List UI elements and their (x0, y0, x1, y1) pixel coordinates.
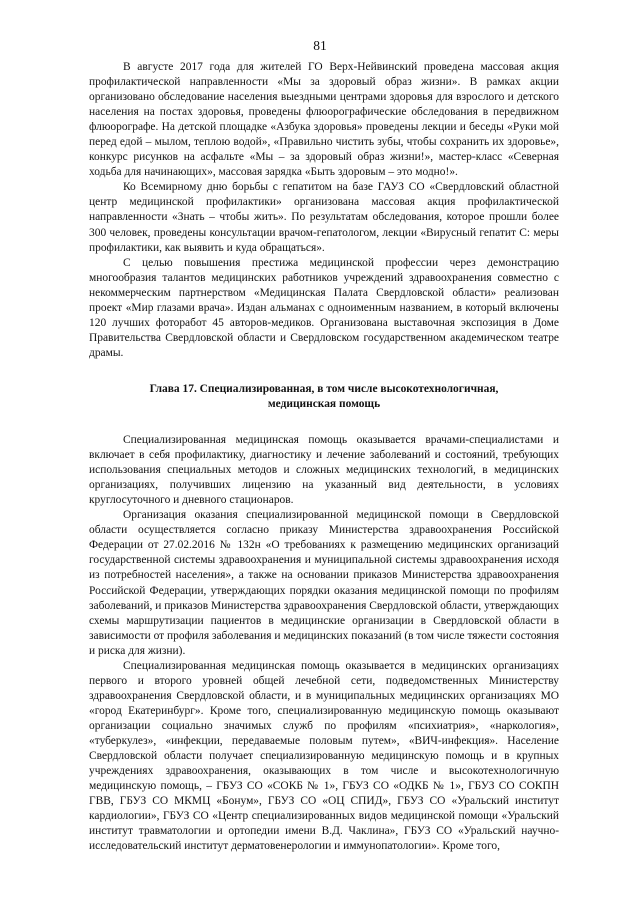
paragraph-verkh-neyvinsky-action: В августе 2017 года для жителей ГО Верх-Нейвинский проведена массовая акция профилактической направленности «Мы за здоровый образ жизни». В рамках акции организовано обследование населения выездными центрами здоровья для взрослого и детского населения на постах здоровья, проведены флюорографические обследования в передвижном флюорографе. На детской площадке «Азбука здоровья» проведены лекции и беседы «Руки мой перед едой – мылом, теплою водой», «Правильно чистить зубы, чтобы сохранить их здоровье», конкурс рисунков на асфальте «Мы – за здоровый образ жизни!», мастер-класс «Северная ходьба для начинающих», массовая зарядка «Быть здоровым – это модно!». (89, 61, 559, 179)
chapter-title-line-1: Глава 17. Специализированная, в том числе высокотехнологичная, (149, 382, 499, 395)
paragraph-care-providers: Специализированная медицинская помощь оказывается в медицинских организациях первого и второго уровней общей лечебной сети, подведомственных Министерству здравоохранения Свердловской области, и в муниципальных медицинских организациях МО «город Екатеринбург». Кроме того, специализированную медицинскую помощь оказывают организации социально значимых служб по профилям «психиатрия», «наркология», «туберкулез», «инфекции, передаваемые половым путем», «ВИЧ-инфекция». Население Свердловской области получает специализированную медицинскую помощь и в крупных учреждениях здравоохранения, оказывающих в том числе и высокотехнологичную медицинскую помощь, – ГБУЗ СО «СОКБ № 1», ГБУЗ СО «ОДКБ № 1», ГБУЗ СО СОКПН ГВВ, ГБУЗ СО МКМЦ «Бонум», ГБУЗ СО «ОЦ СПИД», ГБУЗ СО «Уральский институт кардиологии», ГБУЗ СО «Центр специализированных видов медицинской помощи «Уральский институт травматологии и ортопедии имени В.Д. Чаклина», ГБУЗ СО «Уральский научно-исследовательский институт дерматовенерологии и иммунопатологии». Кроме того, (89, 659, 559, 853)
document-body (89, 60, 559, 854)
paragraph-specialized-care-definition: Специализированная медицинская помощь оказывается врачами-специалистами и включает в себя профилактику, диагностику и лечение заболеваний и состояний, требующих использования специальных методов и сложных медицинских технологий, в медицинских организациях, получивших лицензию на указанный вид деятельности, в условиях круглосуточного и дневного стационаров. (89, 434, 559, 507)
paragraph-world-through-doctors-eyes: С целью повышения престижа медицинской профессии через демонстрацию многообразия талантов медицинских работников учреждений здравоохранения совместно с некоммерческим партнерством «Медицинская Палата Свердловской области» реализован проект «Мир глазами врача». Издан альманах с одноименным названием, в который включены 120 лучших фоторабот 45 авторов-медиков. Организована выставочная экспозиция в Доме Правительства Свердловской области и Свердловском государственном академическом театре драмы. (89, 256, 559, 359)
page-number: 81 (313, 38, 327, 53)
chapter-17-title (89, 382, 559, 412)
chapter-title-line-2: медицинская помощь (267, 397, 381, 410)
paragraph-organization-of-care: Организация оказания специализированной медицинской помощи в Свердловской области осуществляется согласно приказу Министерства здравоохранения Российской Федерации от 27.02.2016 № 132н «О требованиях к размещению медицинских организаций государственной системы здравоохранения и муниципальной системы здравоохранения исходя из потребностей населения», а также на основании приказов Министерства здравоохранения Российской Федерации, утверждающих порядки оказания медицинской помощи по профилям заболеваний, и приказов Министерства здравоохранения Свердловской области, утверждающих схемы маршрутизации пациентов в медицинские организации в Свердловской области в зависимости от профиля заболевания и медицинских показаний (в том числе тяжести состояния и риска для жизни). (89, 509, 559, 657)
paragraph-hepatitis-day: Ко Всемирному дню борьбы с гепатитом на базе ГАУЗ СО «Свердловский областной центр медицинской профилактики» организована массовая акция профилактической направленности «Знать – чтобы жить». По результатам обследования, которое прошли более 300 человек, проведены консультации врачом-гепатологом, лекции «Вирусный гепатит С: меры профилактики, как выявить и куда обращаться». (89, 181, 559, 254)
